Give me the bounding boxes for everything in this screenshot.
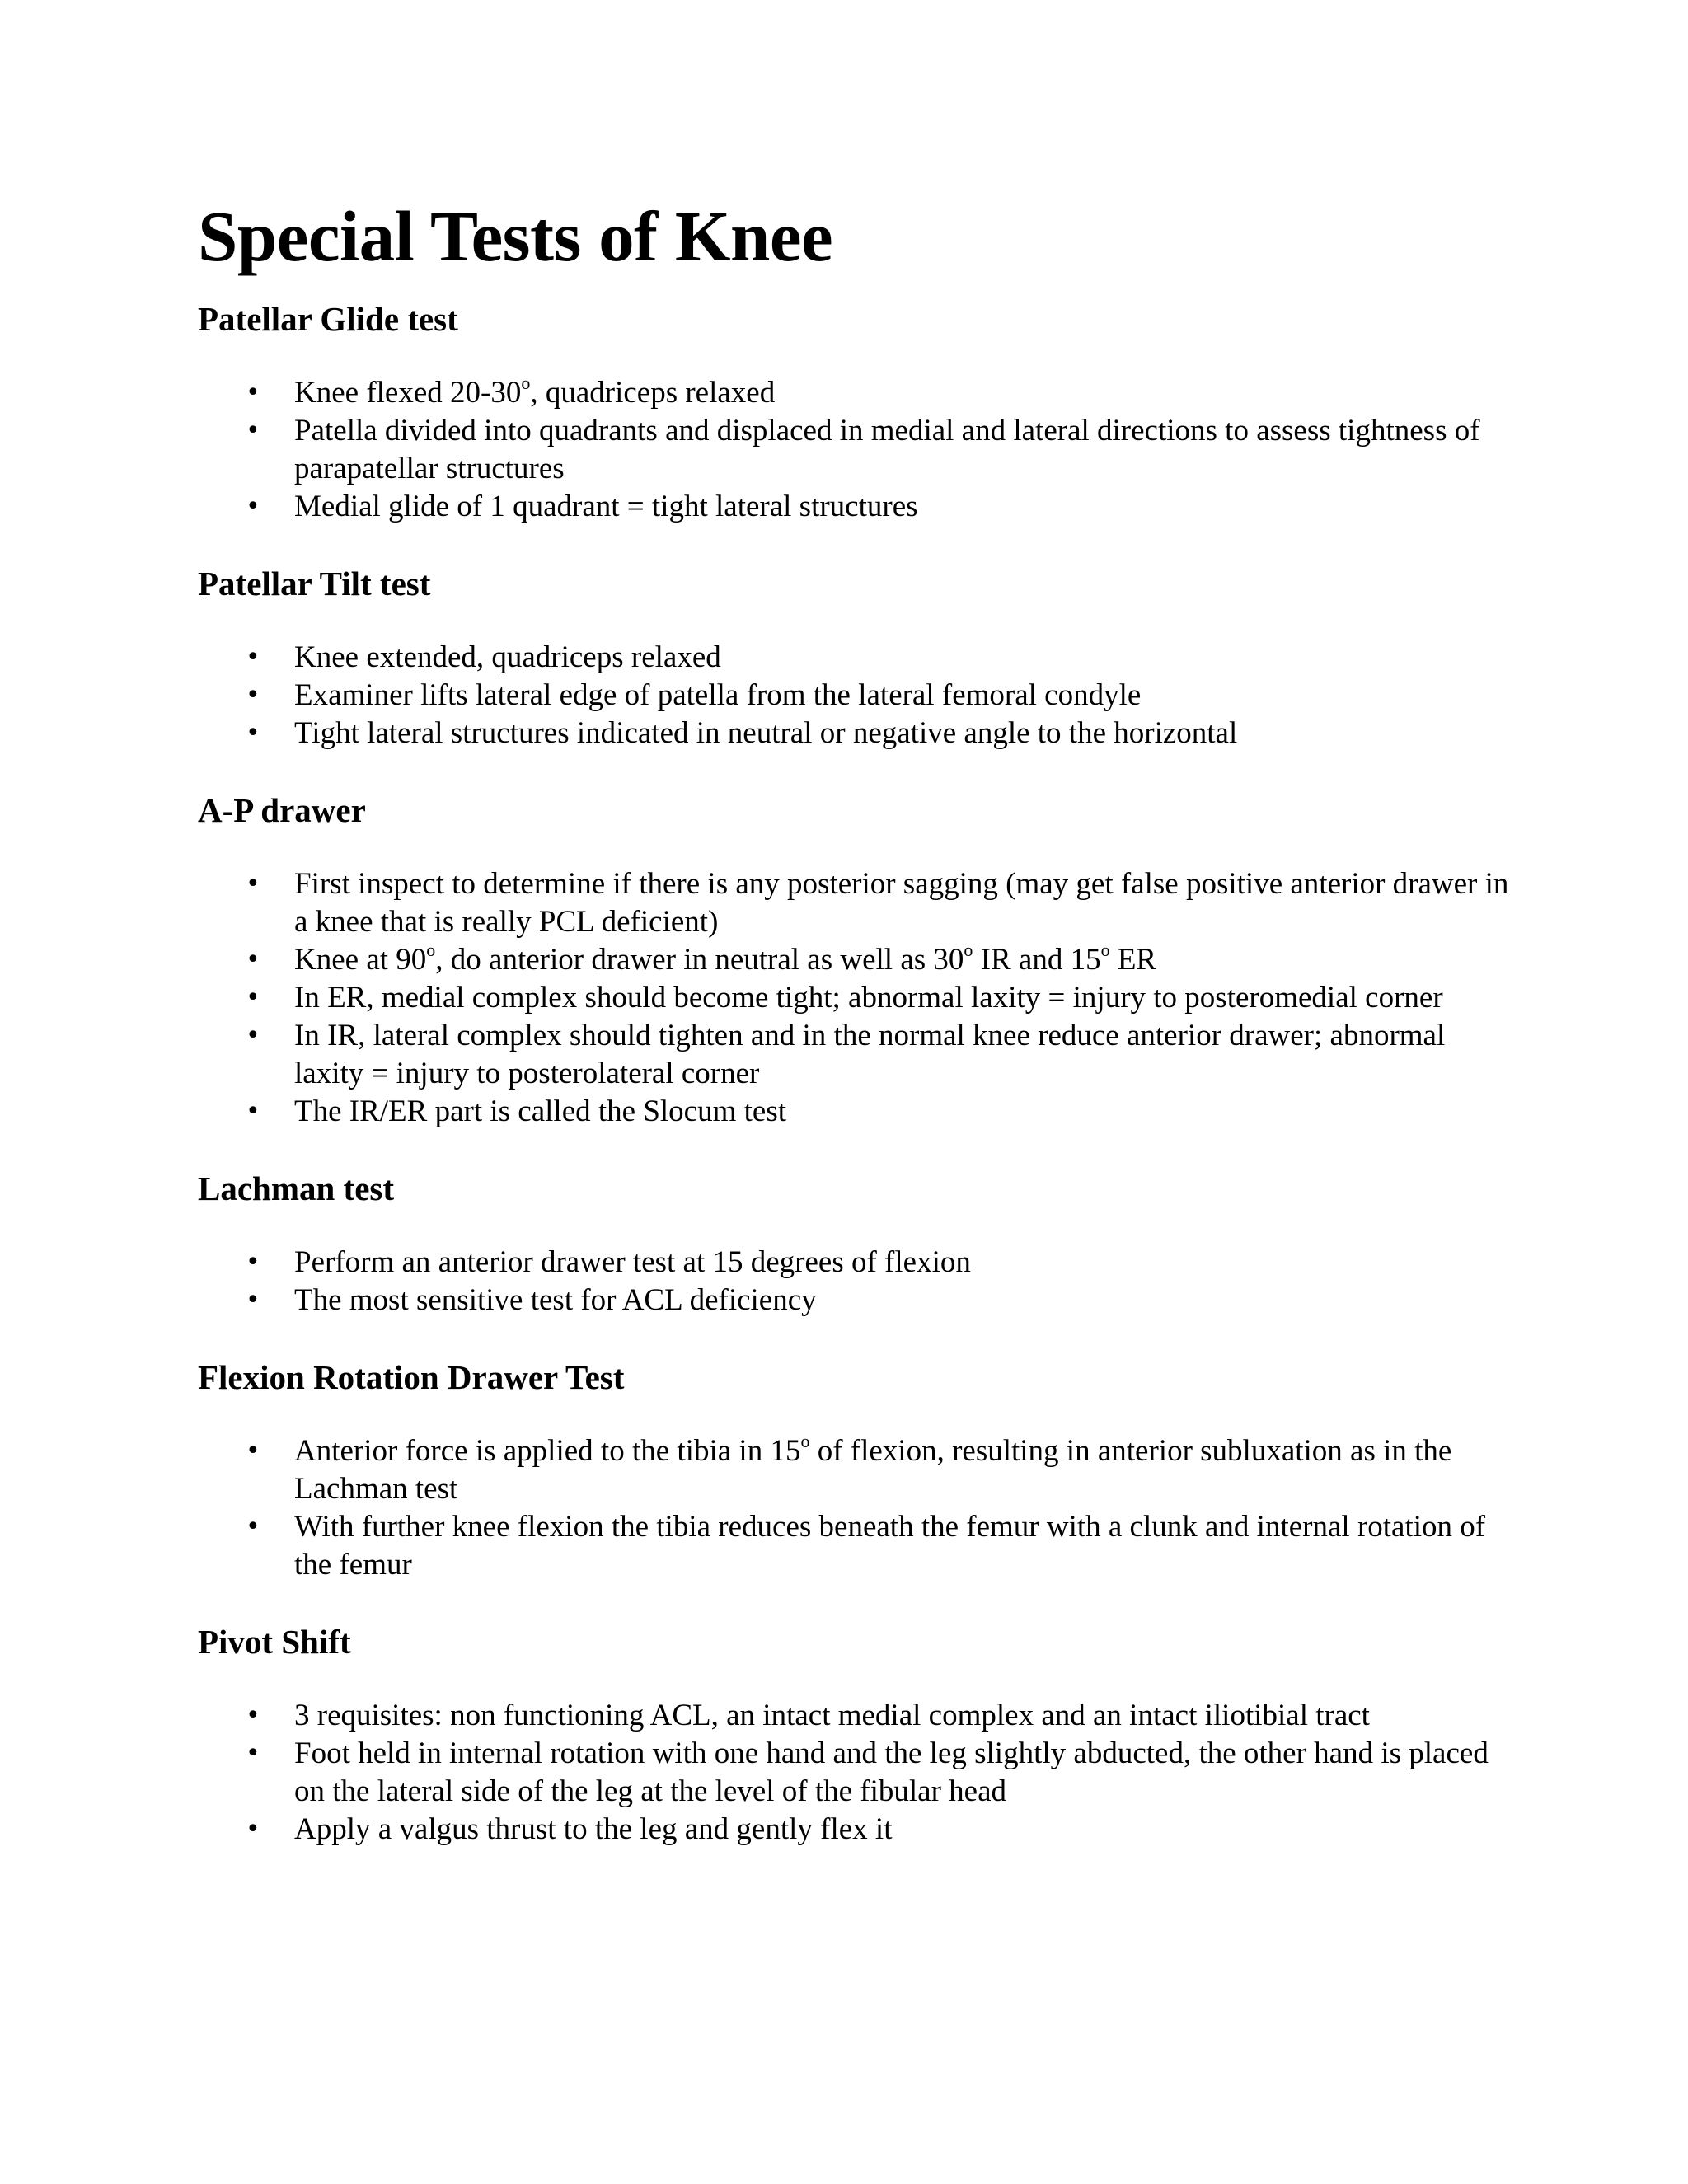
degree-superscript: o bbox=[964, 940, 973, 960]
item-text: The most sensitive test for ACL deficiency bbox=[294, 1283, 817, 1317]
section-heading: Patellar Glide test bbox=[198, 300, 458, 338]
section-5 bbox=[198, 1357, 1517, 1584]
list-item bbox=[198, 374, 1517, 412]
section-2 bbox=[198, 563, 1517, 752]
item-text: Patella divided into quadrants and displaced in medial and lateral directions to assess tightness of parapatellar structures bbox=[294, 414, 1480, 485]
item-text: Tight lateral structures indicated in neutral or negative angle to the horizontal bbox=[294, 716, 1238, 750]
item-text: Knee extended, quadriceps relaxed bbox=[294, 640, 721, 674]
degree-superscript: o bbox=[1100, 940, 1110, 960]
item-text: The IR/ER part is called the Slocum test bbox=[294, 1094, 787, 1128]
section-heading: Pivot Shift bbox=[198, 1623, 351, 1661]
item-text: , quadriceps relaxed bbox=[530, 376, 776, 410]
item-text: First inspect to determine if there is any posterior sagging (may get false positive anterior drawer in a knee that is really PCL deficient) bbox=[294, 867, 1509, 939]
section-6 bbox=[198, 1621, 1517, 1849]
document-content bbox=[198, 191, 1517, 1849]
list-item bbox=[198, 1508, 1517, 1584]
list-item bbox=[198, 639, 1517, 677]
item-text: Medial glide of 1 quadrant = tight lateral structures bbox=[294, 490, 918, 523]
item-text: of flexion, resulting in anterior subluxation as in the Lachman test bbox=[294, 1434, 1452, 1506]
item-text: Apply a valgus thrust to the leg and gently flex it bbox=[294, 1812, 893, 1846]
section-heading: A-P drawer bbox=[198, 791, 366, 829]
bullet-list bbox=[198, 1244, 1517, 1319]
list-item bbox=[198, 1811, 1517, 1849]
bullet-list bbox=[198, 639, 1517, 752]
bullet-list bbox=[198, 865, 1517, 1131]
section-3 bbox=[198, 790, 1517, 1131]
section-heading: Patellar Tilt test bbox=[198, 565, 431, 602]
list-item bbox=[198, 677, 1517, 715]
list-item bbox=[198, 1282, 1517, 1319]
item-text: Anterior force is applied to the tibia in 15 bbox=[294, 1434, 801, 1468]
list-item bbox=[198, 1244, 1517, 1282]
bullet-list bbox=[198, 1432, 1517, 1584]
list-item bbox=[198, 1697, 1517, 1735]
list-item bbox=[198, 488, 1517, 526]
list-item bbox=[198, 865, 1517, 941]
item-text: Foot held in internal rotation with one hand and the leg slightly abducted, the other hand is placed on the lateral side of the leg at the level of the fibular head bbox=[294, 1736, 1489, 1808]
page-title: Special Tests of Knee bbox=[198, 196, 833, 276]
item-text: Knee flexed 20-30 bbox=[294, 376, 522, 410]
item-text: Perform an anterior drawer test at 15 degrees of flexion bbox=[294, 1245, 971, 1279]
item-text: ER bbox=[1109, 943, 1157, 977]
degree-superscript: o bbox=[521, 373, 531, 393]
bullet-list bbox=[198, 374, 1517, 526]
section-heading: Flexion Rotation Drawer Test bbox=[198, 1358, 625, 1396]
item-text: With further knee flexion the tibia reduces beneath the femur with a clunk and internal rotation of the femur bbox=[294, 1510, 1486, 1582]
item-text: Examiner lifts lateral edge of patella from the lateral femoral condyle bbox=[294, 678, 1142, 712]
list-item bbox=[198, 1735, 1517, 1811]
item-text: , do anterior drawer in neutral as well as 30 bbox=[435, 943, 964, 977]
list-item bbox=[198, 412, 1517, 488]
degree-superscript: o bbox=[800, 1431, 810, 1451]
list-item bbox=[198, 979, 1517, 1017]
list-item bbox=[198, 1017, 1517, 1093]
bullet-list bbox=[198, 1697, 1517, 1849]
section-4 bbox=[198, 1168, 1517, 1319]
degree-superscript: o bbox=[426, 940, 436, 960]
item-text: 3 requisites: non functioning ACL, an intact medial complex and an intact iliotibial tract bbox=[294, 1699, 1370, 1732]
list-item bbox=[198, 1093, 1517, 1131]
item-text: IR and 15 bbox=[973, 943, 1101, 977]
item-text: In ER, medial complex should become tight; abnormal laxity = injury to posteromedial corner bbox=[294, 981, 1443, 1015]
list-item bbox=[198, 941, 1517, 979]
list-item bbox=[198, 1432, 1517, 1508]
sections-container bbox=[198, 298, 1517, 1849]
section-heading: Lachman test bbox=[198, 1169, 395, 1207]
item-text: In IR, lateral complex should tighten and in the normal knee reduce anterior drawer; abnormal laxity = injury to posterolateral corner bbox=[294, 1019, 1446, 1090]
section-1 bbox=[198, 298, 1517, 526]
list-item bbox=[198, 715, 1517, 752]
item-text: Knee at 90 bbox=[294, 943, 427, 977]
